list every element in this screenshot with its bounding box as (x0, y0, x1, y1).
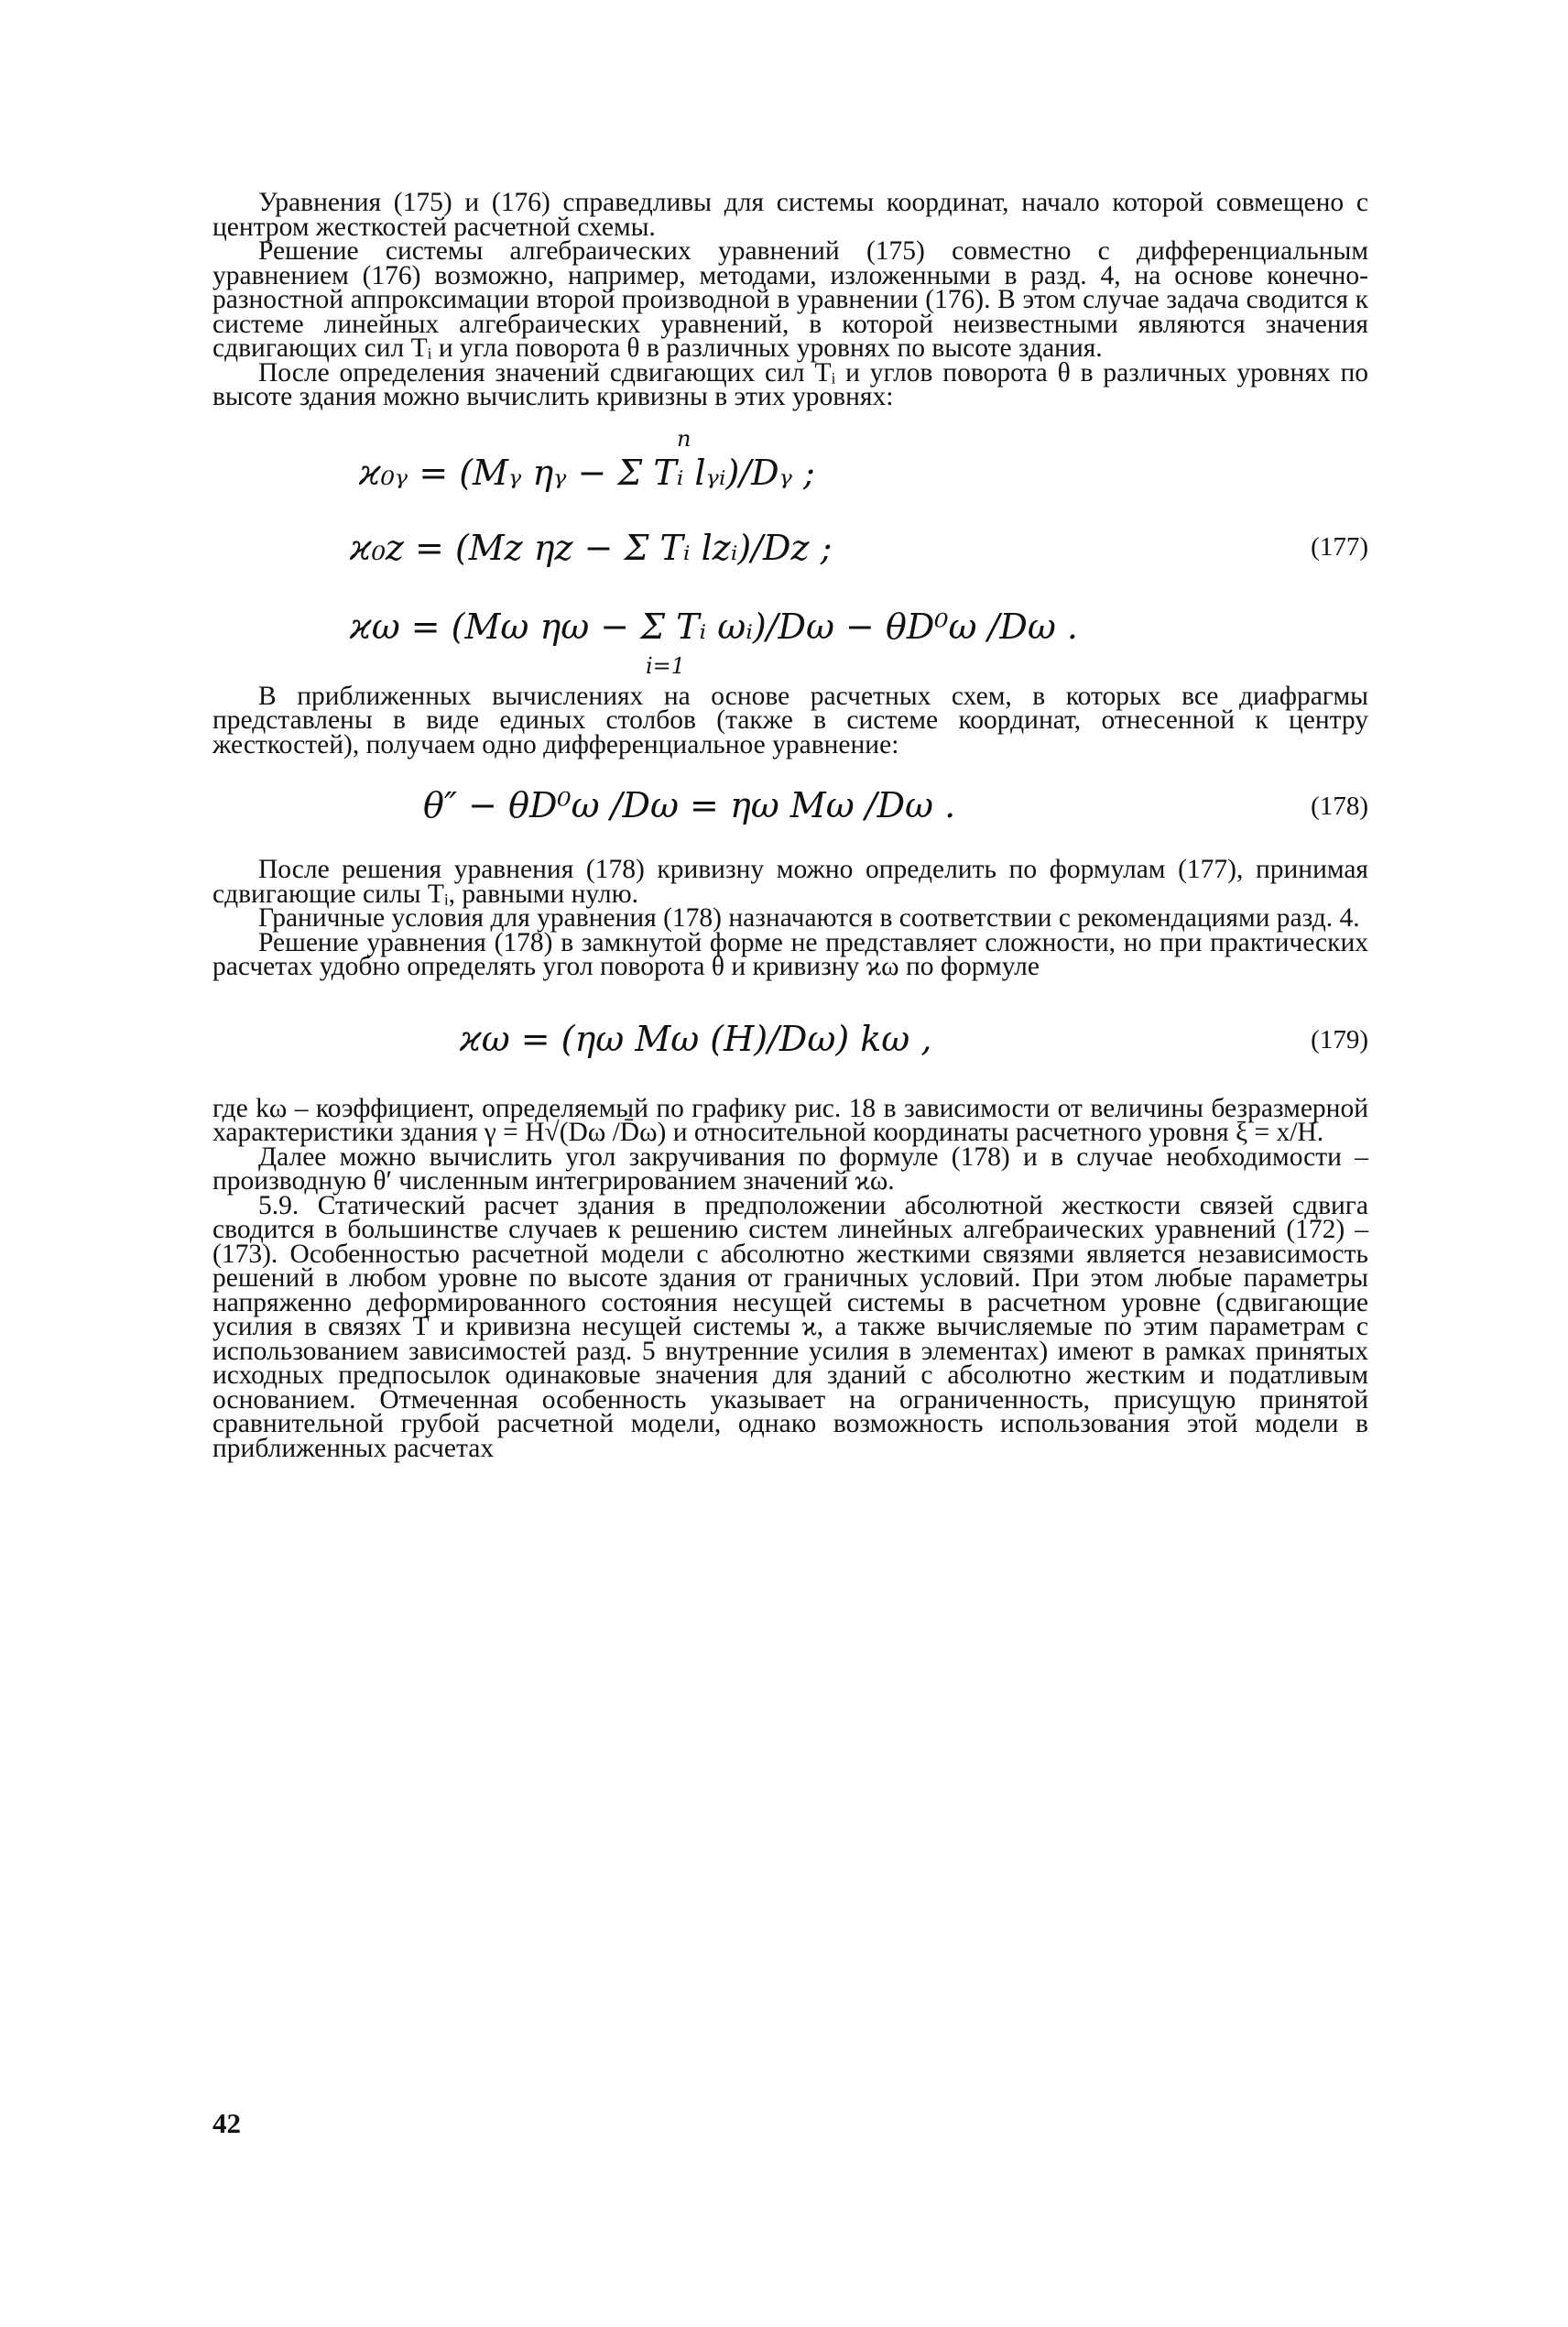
sum-upper-limit: n (677, 425, 691, 452)
paragraph-6: Граничные условия для уравнения (178) назначаются в соответствии с рекомендациями разд. 4. (258, 903, 1360, 933)
paragraph-3: После определения значений сдвигающих сил Tᵢ и углов поворота θ в различных уровнях по высоте здания можно вычислить кривизны в этих уровнях: (212, 357, 1368, 411)
equation-177 (212, 410, 1368, 679)
paragraph-1: Уравнения (175) и (176) справедливы для системы координат, начало которой совмещено с центром жесткостей расчетной схемы. (212, 188, 1368, 242)
paragraph-9: Далее можно вычислить угол закручивания по формуле (178) и в случае необходимости – производную θ′ численным интегрированием значений ϰω. (212, 1142, 1368, 1196)
page-body (212, 188, 1368, 1463)
equation-179-body: ϰω = (ηω Mω (H)/Dω) kω , (460, 1018, 932, 1059)
paragraph-4: В приближенных вычислениях на основе расчетных схем, в которых все диафрагмы представлены в виде единых столбов (также в системе координат, отнесенной к центру жесткостей), получаем одно дифференциальное уравнение: (212, 681, 1368, 759)
equation-179-number: (179) (1311, 1024, 1368, 1054)
equation-178-body: θ″ − θD⁰ω /Dω = ηω Mω /Dω . (423, 785, 956, 825)
equation-177-number: (177) (1311, 531, 1368, 562)
paragraph-10: 5.9. Статический расчет здания в предположении абсолютной жесткости связей сдвига сводится в большинстве случаев к решению систем линейных алгебраических уравнений (172) – (173). Особенностью расчетной модели с абсолютно жесткими связями является независимость решений в любом уровне по высоте здания от граничных условий. При этом любые параметры напряженно деформированного состояния несущей системы в расчетном уровне (сдвигающие усилия в связях T и кривизна несущей системы ϰ, а также вычисляемые по этим параметрам с использованием зависимостей разд. 5 внутренние усилия в элементах) имеют в рамках принятых исходных предпосылок одинаковые значения для зданий с абсолютно жестким и податливым основанием. Отмеченная особенность указывает на ограниченность, присущую принятой сравнительной грубой расчетной модели, однако возможность использования этой модели в приближенных расчетах (212, 1190, 1368, 1463)
paragraph-5: После решения уравнения (178) кривизну можно определить по формулам (177), принимая сдвигающие силы Tᵢ, равными нулю. (212, 855, 1368, 909)
paragraph-8: где kω – коэффициент, определяемый по графику рис. 18 в зависимости от величины безразмерной характеристики здания γ = H√(Dω /D̄ω) и относительной координаты расчетного уровня ξ = x/H. (212, 1093, 1368, 1147)
sum-lower-limit: i=1 (646, 652, 686, 679)
equation-178 (212, 757, 1368, 848)
equation-177-line-2: ϰ₀z = (Mz ηz − Σ Tᵢ lzᵢ)/Dz ; (350, 527, 833, 568)
equation-177-line-1: ϰ₀ᵧ = (Mᵧ ηᵧ − Σ Tᵢ lᵧᵢ)/Dᵧ ; (359, 452, 815, 493)
equation-177-line-3: ϰω = (Mω ηω − Σ Tᵢ ωᵢ)/Dω − θD⁰ω /Dω . (350, 606, 1079, 647)
equation-179 (212, 979, 1368, 1097)
paragraph-7: Решение уравнения (178) в замкнутой форме не представляет сложности, но при практических расчетах удобно определять угол поворота θ и кривизну ϰω по формуле (212, 927, 1368, 981)
equation-178-number: (178) (1311, 792, 1368, 821)
paragraph-2: Решение системы алгебраических уравнений (175) совместно с дифференциальным уравнением (176) возможно, например, методами, изложенными в разд. 4, на основе конечно-разностной аппроксимации второй производной в уравнении (176). В этом случае задача сводится к системе линейных алгебраических уравнений, в которой неизвестными являются значения сдвигающих сил Tᵢ и угла поворота θ в различных уровнях по высоте здания. (212, 236, 1368, 363)
page-number: 42 (212, 2107, 241, 2139)
